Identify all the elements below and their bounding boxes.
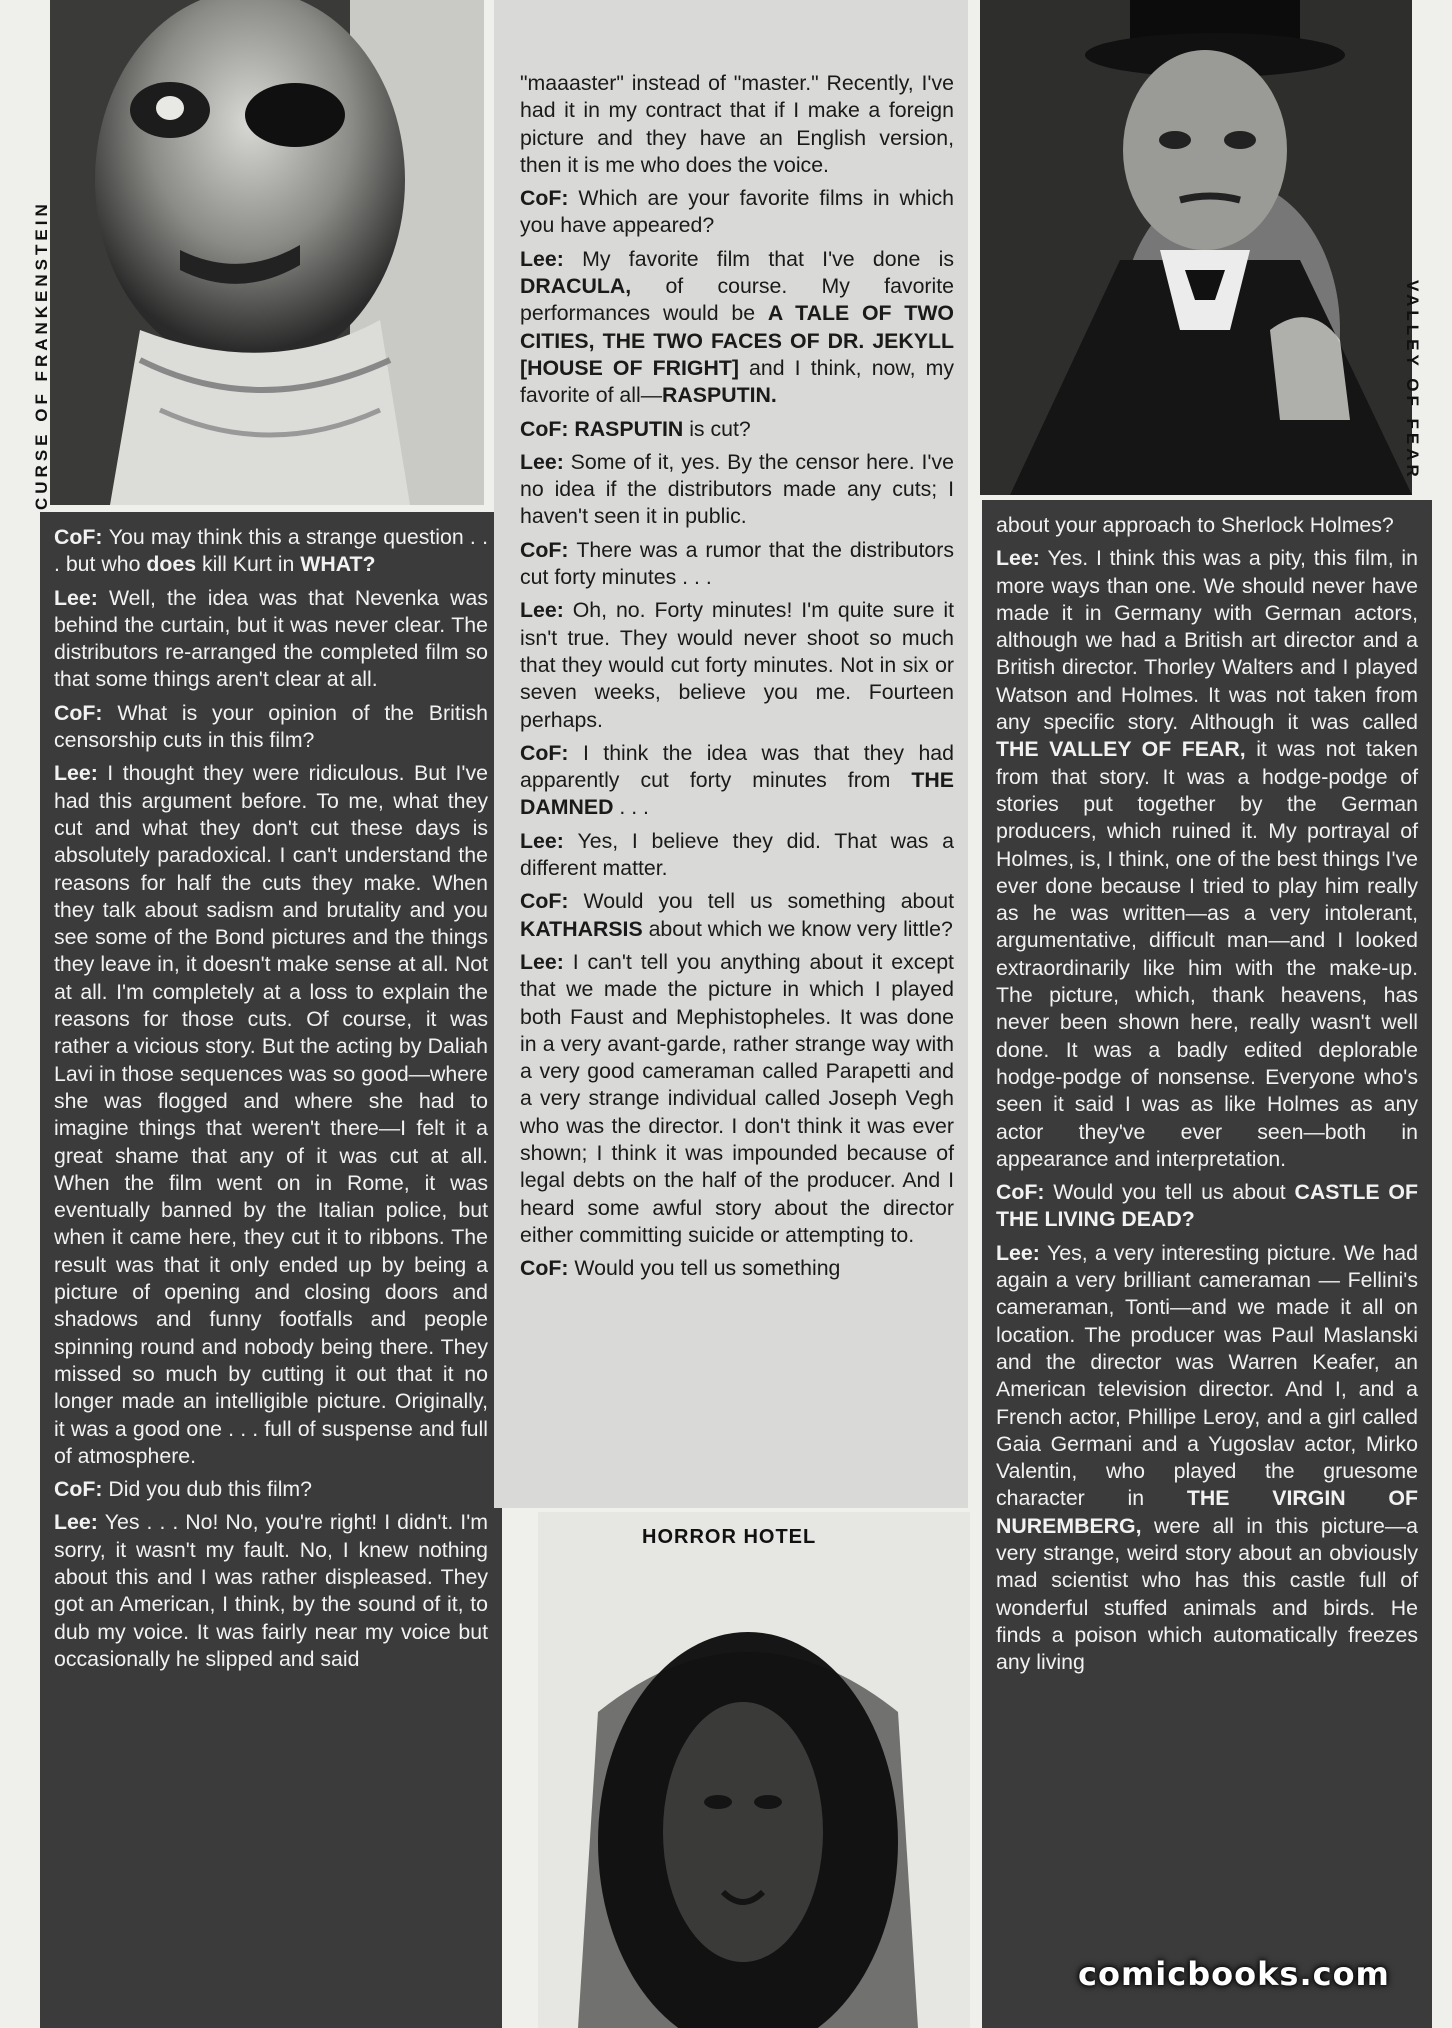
- bold-run: Lee:: [520, 449, 571, 474]
- caption-curse-of-frankenstein: CURSE OF FRANKENSTEIN: [32, 200, 51, 510]
- bold-run: Lee:: [520, 828, 578, 853]
- bold-run: CoF:: [520, 186, 579, 211]
- bold-run: CoF:: [520, 740, 583, 765]
- bold-run: RASPUTIN: [574, 416, 684, 441]
- bold-run: Lee:: [54, 1510, 105, 1535]
- text-run: and I think, now, my favorite of all—: [520, 355, 954, 408]
- interview-paragraph: [54, 1476, 488, 1503]
- bold-run: CoF:: [996, 1180, 1054, 1205]
- bold-run: Lee:: [996, 1240, 1047, 1265]
- interview-paragraph: [996, 512, 1418, 539]
- photo-horror-hotel: [538, 1512, 970, 2028]
- interview-paragraph: [520, 416, 954, 443]
- bold-run: Lee:: [54, 761, 108, 786]
- text-run: I think the idea was that they had apparently cut forty minutes from: [520, 740, 954, 793]
- text-run: it was not taken from that story. It was a hodge-podge of stories put together by the German producers, which ruined it. My portrayal of Holmes, is, I think, one of the best things I've ever done because I tried to play him really as he was written—as a very intolerant, argumentative, difficult man—and I looked extraordinarily like him with the make-up. The picture, which, thank heavens, has never been shown here, really wasn't well done. It was a badly edited deplorable hodge-podge of nonsense. Everyone who's seen it said I was as like Holmes as any actor they've ever seen—both in appearance and interpretation.: [996, 737, 1418, 1171]
- interview-paragraph: [54, 524, 488, 579]
- bold-run: Lee:: [54, 585, 109, 610]
- text-run: kill Kurt in: [196, 552, 301, 577]
- text-run: is cut?: [683, 416, 751, 441]
- text-run: Well, the idea was that Nevenka was behind the curtain, but it was never clear. The distributors re-arranged the completed film so that some things aren't clear at all.: [54, 585, 488, 692]
- bold-run: Lee:: [520, 598, 573, 623]
- interview-paragraph: [520, 449, 954, 531]
- bold-run: Lee:: [520, 949, 573, 974]
- text-run: My favorite film that I've done is: [582, 246, 954, 271]
- interview-paragraph: [54, 585, 488, 694]
- text-run: . . .: [613, 795, 649, 820]
- caption-horror-hotel: HORROR HOTEL: [642, 1526, 817, 1548]
- creature-face-image: [50, 0, 484, 505]
- interview-paragraph: [520, 70, 954, 179]
- text-run: about which we know very little?: [642, 916, 953, 941]
- text-run: Did you dub this film?: [108, 1477, 313, 1502]
- interview-paragraph: [54, 1509, 488, 1673]
- text-run: about your approach to Sherlock Holmes?: [996, 513, 1394, 537]
- interview-paragraph: [520, 537, 954, 592]
- text-run: Yes. I think this was a pity, this film, in more ways than one. We should never have made it in Germany with German actors, although we had a British art director and a British director. Thorley Walters and I played Watson and Holmes. It was not taken from any specific story. Although it was called: [996, 546, 1418, 735]
- bold-run: THE VIRGIN OF NUREMBERG,: [996, 1486, 1418, 1538]
- text-run: Would you tell us something about: [583, 889, 954, 914]
- interview-column-3: [982, 500, 1432, 2028]
- horror-hotel-image: [538, 1512, 970, 2028]
- photo-valley-of-fear: [980, 0, 1412, 495]
- text-run: I thought they were ridiculous. But I've had this argument before. To me, what they cut and what they don't cut these days is absolutely paradoxical. I can't understand the reasons for half the cuts they make. When they talk about sadism and brutality and you see some of the Bond pictures and the things they leave in, it doesn't make sense at all. Not at all. I'm completely at a loss to explain the reasons for those cuts. Of course, it was rather a vicious story. But the acting by Daliah Lavi in those sequences was so good—where she was flogged and where she had to imagine things that weren't there—I felt it a great shame that any of it was cut at all. When the film went on in Rome, it was eventually banned by the Italian police, but when it came here, they cut it to ribbons. The result was that it only ended up by being a picture of opening and closing doors and shadows and funny footfalls and people spinning round and nobody being there. They missed so much by cutting it out that it no longer made an intelligible picture. Originally, it was a good one . . . full of suspense and full of atmosphere.: [54, 761, 488, 1468]
- text-run: I can't tell you anything about it except that we made the picture in which I played both Faust and Mephistopheles. It was done in a very avant-garde, rather strange way with a very good cameraman called Parapetti and a very strange individual called Joseph Vegh who was the director. I don't think it was ever shown; I think it was impounded because of legal debts on the half of the producer. And I heard some awful story about the director either committing suicide or attempting to.: [520, 949, 954, 1247]
- bold-run: DRACULA,: [520, 274, 632, 299]
- bold-run: Lee:: [520, 246, 583, 271]
- text-run: Oh, no. Forty minutes! I'm quite sure it isn't true. They would never shoot so much that they would cut forty minutes. Not in six or seven weeks, believe you me. Fourteen perhaps.: [520, 598, 954, 732]
- text-run: were all in this picture—a very strange, weird story about an obviously mad scientist who has this castle full of wonderful stuffed animals and birds. He finds a poison which automatically freezes any living: [996, 1513, 1418, 1675]
- text-run: Yes . . . No! No, you're right! I didn't. I'm sorry, it wasn't my fault. No, I knew nothing about this and I was rather displeased. They got an American, I think, by the sound of it, to dub my voice. It was fairly near my voice but occasionally he slipped and said: [54, 1510, 488, 1671]
- interview-paragraph: [520, 740, 954, 822]
- interview-paragraph: [520, 1255, 954, 1282]
- interview-paragraph: [520, 597, 954, 733]
- text-run: of course. My favorite performances would be: [520, 274, 954, 326]
- text-run: Some of it, yes. By the censor here. I've no idea if the distributors made any cuts; I haven't seen it in public.: [520, 449, 954, 529]
- text-run: "maaaster" instead of "master." Recently, I've had it in my contract that if I make a foreign picture and they have an English version, then it is me who does the voice.: [520, 71, 954, 177]
- interview-paragraph: [520, 828, 954, 883]
- interview-column-2: [494, 0, 968, 1508]
- bold-run: THE DAMNED: [520, 768, 954, 820]
- text-run: What is your opinion of the British censorship cuts in this film?: [54, 700, 488, 753]
- bold-run: RASPUTIN.: [662, 383, 777, 408]
- holmes-portrait-image: [980, 0, 1412, 495]
- bold-run: CoF:: [520, 537, 577, 562]
- interview-paragraph: [996, 545, 1418, 1173]
- interview-paragraph: [520, 185, 954, 240]
- bold-run: CoF:: [520, 416, 575, 441]
- interview-paragraph: [54, 760, 488, 1470]
- interview-paragraph: [996, 1179, 1418, 1234]
- text-run: There was a rumor that the distributors cut forty minutes . . .: [520, 537, 954, 590]
- text-run: Would you tell us about: [1053, 1180, 1295, 1205]
- photo-curse-of-frankenstein: [50, 0, 484, 505]
- bold-run: Lee:: [996, 546, 1048, 571]
- bold-run: CoF:: [54, 525, 109, 549]
- interview-paragraph: [54, 700, 488, 755]
- bold-run: WHAT?: [300, 552, 376, 577]
- caption-valley-of-fear: VALLEY OF FEAR: [1403, 280, 1422, 481]
- text-run: Which are your favorite films in which you have appeared?: [520, 186, 954, 238]
- interview-paragraph: [520, 246, 954, 410]
- interview-paragraph: [520, 888, 954, 943]
- text-run: Would you tell us something: [574, 1256, 841, 1281]
- bold-run: CoF:: [54, 700, 118, 725]
- bold-run: does: [146, 552, 197, 577]
- bold-run: CoF:: [54, 1477, 109, 1502]
- bold-run: CoF:: [520, 889, 584, 914]
- bold-run: THE VALLEY OF FEAR,: [996, 737, 1246, 762]
- bold-run: CASTLE OF THE LIVING DEAD?: [996, 1180, 1418, 1232]
- bold-run: CoF:: [520, 1256, 575, 1281]
- interview-paragraph: [996, 1240, 1418, 1677]
- watermark-logo: comicbooks.com: [1078, 1955, 1390, 1993]
- text-run: Yes, I believe they did. That was a different matter.: [520, 828, 954, 881]
- bold-run: KATHARSIS: [520, 916, 643, 941]
- text-run: You may think this a strange question . . . but who: [54, 525, 488, 577]
- text-run: Yes, a very interesting picture. We had again a very brilliant cameraman — Fellini's cameraman, Tonti—and we made it all on location. The producer was Paul Maslanski and the director was Warren Keafer, an American television director. And I, and a French actor, Phillipe Leroy, and a girl called Gaia Germani and a Yugoslav actor, Mirko Valentin, who played the gruesome character in: [996, 1240, 1418, 1511]
- interview-paragraph: [520, 949, 954, 1249]
- interview-column-1: [40, 512, 502, 2028]
- bold-run: A TALE OF TWO CITIES, THE TWO FACES OF DR. JEKYLL [HOUSE OF FRIGHT]: [520, 301, 954, 380]
